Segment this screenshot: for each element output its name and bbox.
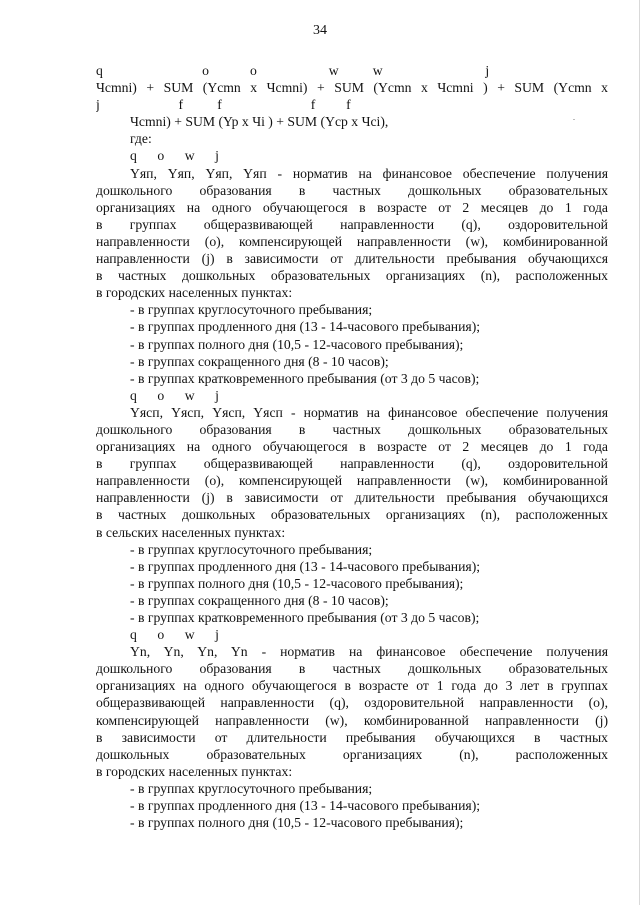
text-line: Yn, Yn, Yn, Yn - норматив на финансовое обеспечение получения: [130, 644, 608, 660]
text-line: организациях на одного обучающегося в возрасте от 2 месяцев до 1 года: [96, 199, 608, 215]
list-item: - в группах круглосуточного пребывания;: [130, 541, 373, 557]
text-line: направленности (j) в зависимости от длительности пребывания обучающихся: [96, 251, 608, 267]
formula-index-line: q o w j: [130, 148, 219, 164]
list-item: - в группах продленного дня (13 - 14-часового пребывания);: [130, 798, 481, 814]
text-line: направленности (o), компенсирующей направленности (w), комбинированной: [96, 473, 608, 489]
list-item: - в группах круглосуточного пребывания;: [130, 780, 373, 796]
text-line: в частных дошкольных образовательных организациях (n), расположенных: [96, 268, 608, 284]
text-line: направленности (o), компенсирующей направленности (w), комбинированной: [96, 233, 608, 249]
text-line: организациях на одного обучающегося в возрасте от 1 года до 3 лет в группах: [96, 678, 608, 694]
document-body: [96, 62, 608, 831]
text-line: Yясп, Yясп, Yясп, Yясп - норматив на финансовое обеспечение получения: [130, 404, 608, 420]
list-item: - в группах продленного дня (13 - 14-часового пребывания);: [130, 319, 481, 335]
text-line: в зависимости от длительности пребывания обучающихся в частных: [96, 729, 608, 745]
formula-index-line: j f f f f: [96, 97, 351, 113]
text-line: дошкольного образования в частных дошкольных образовательных: [96, 661, 608, 677]
list-item: - в группах кратковременного пребывания (от 3 до 5 часов);: [130, 370, 480, 386]
page-number: 34: [313, 23, 327, 38]
list-item: - в группах сокращенного дня (8 - 10 часов);: [130, 592, 389, 608]
text-line: дошкольного образования в частных дошкольных образовательных: [96, 421, 608, 437]
text-line: в группах общеразвивающей направленности (q), оздоровительной: [96, 216, 608, 232]
formula-index-line: q o w j: [130, 627, 219, 643]
list-item: - в группах круглосуточного пребывания;: [130, 302, 373, 318]
text-line: Чcmni) + SUM (Ycmn x Чcmni) + SUM (Ycmn x Чcmni ) + SUM (Ycmn x: [96, 80, 608, 96]
text-line: дошкольных образовательных организациях (n), расположенных: [96, 746, 608, 762]
text-line: компенсирующей направленности (w), комбинированной направленности (j): [96, 712, 608, 728]
formula-index-line: q o w j: [130, 387, 219, 403]
text-line: в частных дошкольных образовательных организациях (n), расположенных: [96, 507, 608, 523]
text-line: в городских населенных пунктах:: [96, 285, 293, 301]
list-item: - в группах сокращенного дня (8 - 10 часов);: [130, 353, 389, 369]
list-item: - в группах полного дня (10,5 - 12-часового пребывания);: [130, 575, 464, 591]
list-item: - в группах полного дня (10,5 - 12-часового пребывания);: [130, 336, 464, 352]
text-line: Чcmni) + SUM (Yp x Чi ) + SUM (Ycp x Чci),: [130, 114, 389, 130]
formula-index-line: q o o w w j: [96, 63, 490, 78]
text-line: в сельских населенных пунктах:: [96, 524, 286, 540]
list-item: - в группах продленного дня (13 - 14-часового пребывания);: [130, 558, 481, 574]
list-item: - в группах кратковременного пребывания (от 3 до 5 часов);: [130, 610, 480, 625]
text-line: дошкольного образования в частных дошкольных образовательных: [96, 182, 608, 198]
text-line: в городских населенных пунктах:: [96, 763, 293, 779]
text-line: направленности (j) в зависимости от длительности пребывания обучающихся: [96, 490, 608, 506]
list-item: - в группах полного дня (10,5 - 12-часового пребывания);: [130, 815, 464, 831]
text-line: в группах общеразвивающей направленности (q), оздоровительной: [96, 456, 608, 472]
text-line: организациях на одного обучающегося в возрасте от 2 месяцев до 1 года: [96, 439, 608, 455]
text-line: Yяп, Yяп, Yяп, Yяп - норматив на финансовое обеспечение получения: [130, 165, 608, 181]
text-line: где:: [130, 131, 152, 147]
text-line: общеразвивающей направленности (q), оздоровительной направленности (o),: [96, 695, 608, 711]
